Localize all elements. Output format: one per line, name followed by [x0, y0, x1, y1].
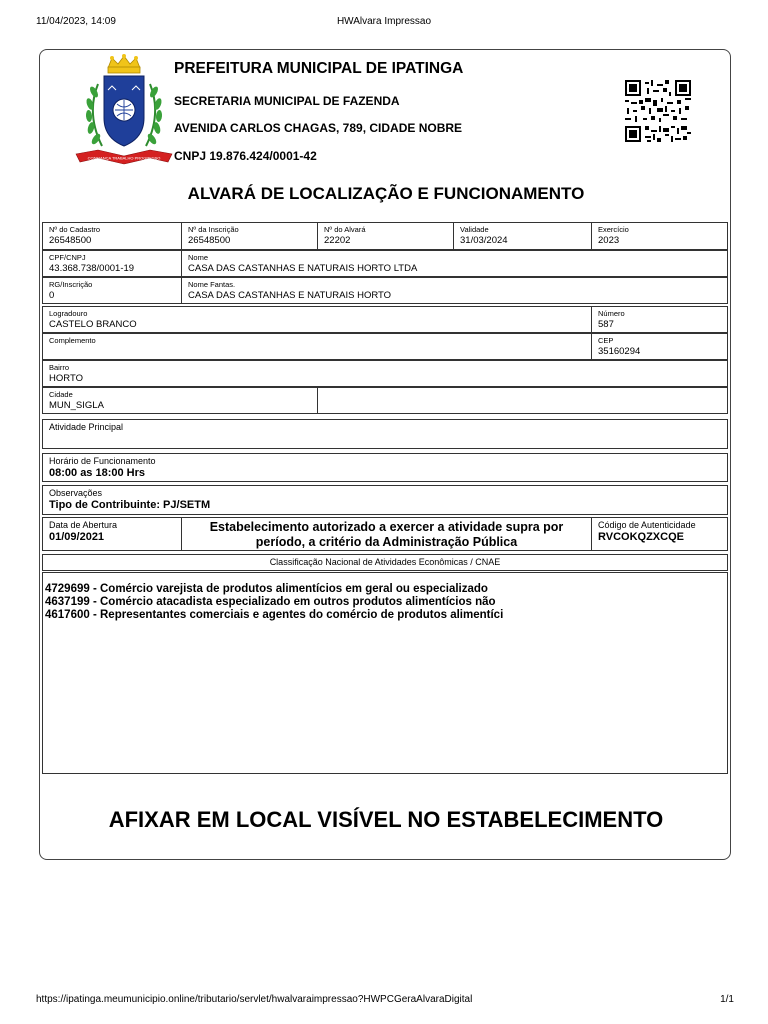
abertura-value: 01/09/2021 [49, 531, 105, 543]
cep-cell: CEP 35160294 [591, 334, 727, 359]
print-footer [0, 994, 768, 1008]
horario-value: 08:00 as 18:00 Hrs [49, 467, 146, 479]
logradouro-cell: Logradouro CASTELO BRANCO [43, 307, 591, 332]
svg-text:CONFIANÇA TRABALHO PROGRESSO: CONFIANÇA TRABALHO PROGRESSO [87, 155, 161, 161]
print-title: HWAlvara Impressao [336, 16, 432, 27]
print-url: https://ipatinga.meumunicipio.online/tributario/servlet/hwalvaraimpressao?HWPCGeraAlvaraDigital [36, 994, 473, 1005]
alvara-value: 22202 [324, 235, 351, 246]
fantasia-cell: Nome Fantas. CASA DAS CASTANHAS E NATURAIS HORTO [181, 278, 727, 303]
row-logradouro [42, 306, 728, 333]
cnae-item: 4617600 - Representantes comerciais e agentes do comércio de produtos alimentíci [45, 609, 504, 621]
complemento-cell: Complemento [49, 336, 96, 345]
qr-code-icon [625, 80, 691, 142]
nome-cell: Nome CASA DAS CASTANHAS E NATURAIS HORTO LTDA [181, 251, 727, 276]
row-rg-fantasia [42, 277, 728, 304]
cnae-header [42, 554, 728, 571]
numero-cell: Número 587 [591, 307, 727, 332]
numero-value: 587 [598, 319, 614, 330]
row-horario [42, 453, 728, 482]
cnae-item: 4729699 - Comércio varejista de produtos alimentícios em geral ou especializado [45, 583, 488, 595]
row-observacoes [42, 485, 728, 515]
cidade-cell: Cidade MUN_SIGLA [43, 388, 317, 413]
atividade-cell: Atividade Principal [49, 422, 124, 432]
row-complemento [42, 333, 728, 360]
inscricao-value: 26548500 [188, 235, 231, 246]
row-cidade [42, 387, 728, 414]
rg-value: 0 [49, 290, 55, 301]
city-coat-of-arms-icon [68, 54, 180, 170]
cpfcnpj-value: 43.368.738/0001-19 [49, 263, 135, 274]
abertura-cell: Data de Abertura 01/09/2021 [43, 518, 181, 550]
cnae-item: 4637199 - Comércio atacadista especializado em outros produtos alimentícios não [45, 596, 496, 608]
bairro-value: HORTO [49, 373, 83, 384]
cnae-list [42, 572, 728, 774]
bairro-cell: Bairro HORTO [43, 361, 727, 386]
cadastro-cell: Nº do Cadastro 26548500 [43, 223, 181, 249]
prefeitura-address: AVENIDA CARLOS CHAGAS, 789, CIDADE NOBRE [174, 121, 463, 135]
cadastro-value: 26548500 [49, 235, 92, 246]
observacoes-value: Tipo de Contribuinte: PJ/SETM [49, 499, 211, 511]
print-header [0, 16, 768, 30]
cidade-value: MUN_SIGLA [49, 400, 104, 411]
nome-value: CASA DAS CASTANHAS E NATURAIS HORTO LTDA [188, 263, 418, 274]
secretaria-name: SECRETARIA MUNICIPAL DE FAZENDA [174, 94, 400, 108]
exercicio-cell: Exercício 2023 [591, 223, 727, 249]
page-number: 1/1 [720, 994, 734, 1005]
row-abertura [42, 517, 728, 551]
logradouro-value: CASTELO BRANCO [49, 319, 137, 330]
validade-cell: Validade 31/03/2024 [453, 223, 591, 249]
cidade-extra-cell [317, 388, 727, 413]
cep-value: 35160294 [598, 346, 641, 357]
exercicio-value: 2023 [598, 235, 620, 246]
codigo-value: RVCOKQZXCQE [598, 531, 684, 543]
cnae-title: Classificação Nacional de Atividades Econômicas / CNAE [269, 557, 501, 567]
rg-cell: RG/Inscrição 0 [43, 278, 181, 303]
row-atividade [42, 419, 728, 449]
validade-value: 31/03/2024 [460, 235, 508, 246]
row-registro [42, 222, 728, 250]
codigo-cell: Código de Autenticidade RVCOKQZXCQE [591, 518, 727, 550]
document-title: ALVARÁ DE LOCALIZAÇÃO E FUNCIONAMENTO [187, 184, 585, 203]
row-bairro [42, 360, 728, 387]
alvara-cell: Nº do Alvará 22202 [317, 223, 453, 249]
alvara-document [39, 49, 731, 860]
prefeitura-cnpj: CNPJ 19.876.424/0001-42 [174, 149, 317, 163]
inscricao-cell: Nº da Inscrição 26548500 [181, 223, 317, 249]
afixar-notice: AFIXAR EM LOCAL VISÍVEL NO ESTABELECIMENTO [108, 807, 664, 832]
row-cpf-nome [42, 250, 728, 277]
horario-cell: Horário de Funcionamento 08:00 as 18:00 Hrs [43, 454, 727, 481]
fantasia-value: CASA DAS CASTANHAS E NATURAIS HORTO [188, 290, 392, 301]
prefeitura-name: PREFEITURA MUNICIPAL DE IPATINGA [174, 60, 464, 77]
autorizacao-text: Estabelecimento autorizado a exercer a atividade supra por período, a critério da Administração Pública [181, 518, 591, 550]
cpfcnpj-cell: CPF/CNPJ 43.368.738/0001-19 [43, 251, 181, 276]
observacoes-cell: Observações Tipo de Contribuinte: PJ/SETM [43, 486, 727, 514]
print-datetime: 11/04/2023, 14:09 [36, 16, 116, 27]
